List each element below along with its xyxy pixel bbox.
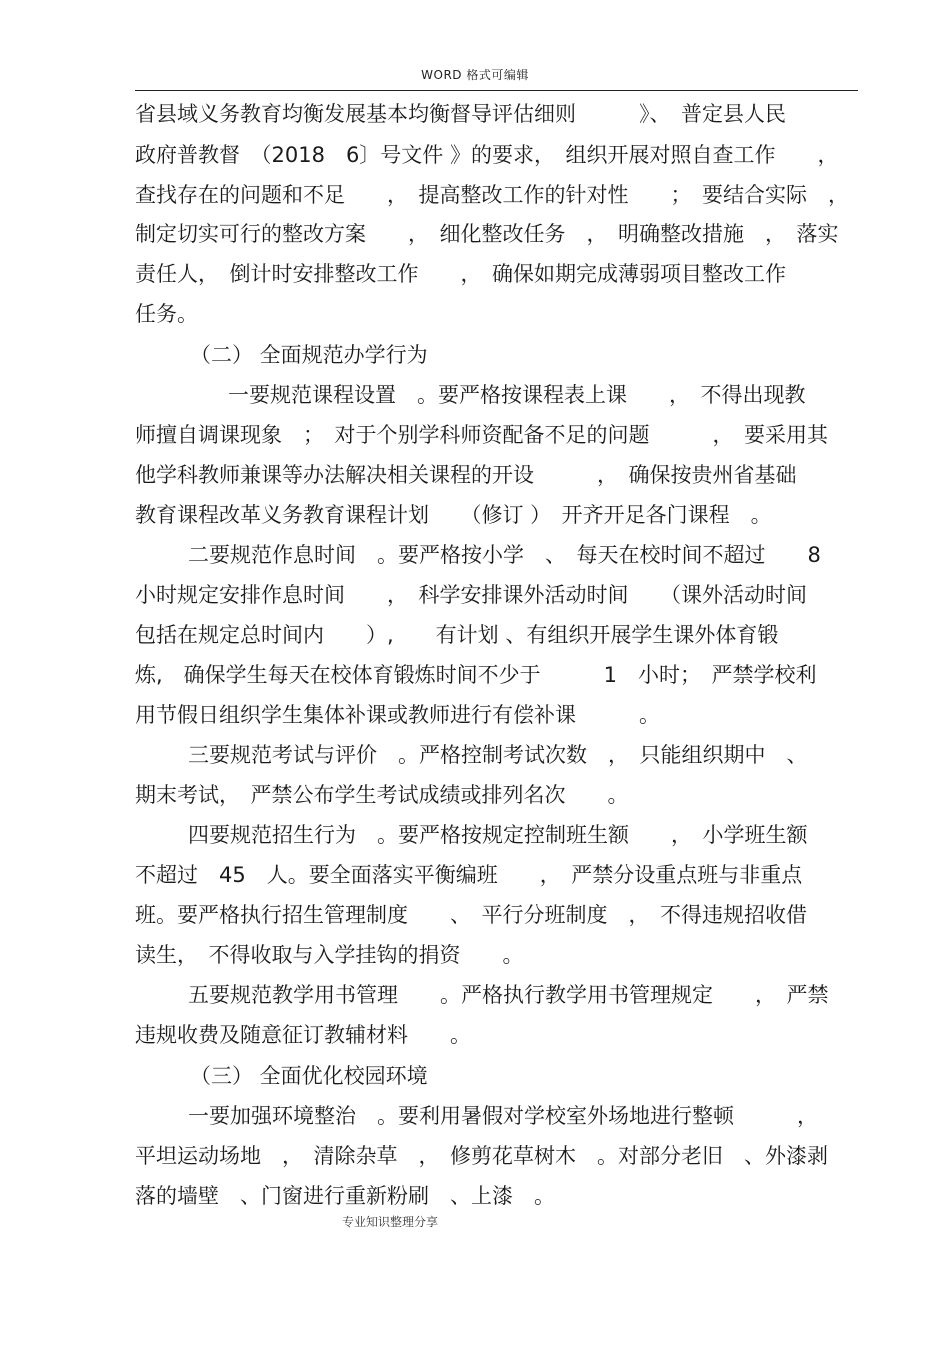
text-line: 平坦运动场地 ， 清除杂草 ， 修剪花草树木 。对部分老旧 、外漆剥: [135, 1144, 828, 1168]
text-line: 小时规定安排作息时间 ， 科学安排课外活动时间 （课外活动时间: [135, 583, 807, 607]
text-line: 责任人， 倒计时安排整改工作 ， 确保如期完成薄弱项目整改工作: [135, 262, 786, 286]
section-heading: （三） 全面优化校园环境: [190, 1064, 428, 1088]
text-line: 一要规范课程设置 。要严格按课程表上课 ， 不得出现教: [228, 383, 806, 407]
text-line: 读生， 不得收取与入学挂钩的捐资 。: [135, 943, 524, 967]
text-line: 师擅自调课现象 ； 对于个别学科师资配备不足的问题 ， 要采用其: [135, 423, 828, 447]
section-heading: （二） 全面规范办学行为: [190, 343, 428, 367]
header-divider: [135, 90, 858, 91]
text-line: 二要规范作息时间 。要严格按小学 、 每天在校时间不超过 8: [188, 543, 821, 567]
text-line: 教育课程改革义务教育课程计划 （修订 ） 开齐开足各门课程 。: [135, 503, 772, 527]
text-line: 五要规范教学用书管理 。严格执行教学用书管理规定 ， 严禁: [188, 983, 829, 1007]
text-line: 省县域义务教育均衡发展基本均衡督导评估细则 》、 普定县人民: [135, 102, 786, 126]
text-line: 任务。: [135, 302, 198, 326]
text-line: 一要加强环境整治 。要利用暑假对学校室外场地进行整顿 ，: [188, 1104, 818, 1128]
text-line: 制定切实可行的整改方案 ， 细化整改任务 ， 明确整改措施 ， 落实: [135, 222, 839, 246]
text-line: 期末考试， 严禁公布学生考试成绩或排列名次 。: [135, 783, 629, 807]
text-line: 包括在规定总时间内 ）, 有计划 、有组织开展学生课外体育锻: [135, 623, 779, 647]
text-line: 炼, 确保学生每天在校体育锻炼时间不少于 1 小时； 严禁学校利: [135, 663, 817, 687]
text-line: 三要规范考试与评价 。严格控制考试次数 ， 只能组织期中 、: [188, 743, 808, 767]
text-line: 违规收费及随意征订教辅材料 。: [135, 1023, 471, 1047]
text-line: 四要规范招生行为 。要严格按规定控制班生额 ， 小学班生额: [188, 823, 808, 847]
page-footer: 专业知识整理分享: [342, 1215, 439, 1229]
text-line: 不超过 45 人。要全面落实平衡编班 ， 严禁分设重点班与非重点: [135, 863, 803, 887]
text-line: 政府普教督 （2018 6〕号文件 》的要求， 组织开展对照自查工作 ，: [135, 143, 839, 167]
text-line: 他学科教师兼课等办法解决相关课程的开设 ， 确保按贵州省基础: [135, 463, 797, 487]
text-line: 落的墙壁 、门窗进行重新粉刷 、上漆 。: [135, 1184, 555, 1208]
page-header: WORD 格式可编辑: [421, 68, 529, 82]
text-line: 班。要严格执行招生管理制度 、 平行分班制度 ， 不得违规招收借: [135, 903, 807, 927]
text-line: 用节假日组织学生集体补课或教师进行有偿补课 。: [135, 703, 660, 727]
text-line: 查找存在的问题和不足 ， 提高整改工作的针对性 ； 要结合实际 ，: [135, 183, 849, 207]
